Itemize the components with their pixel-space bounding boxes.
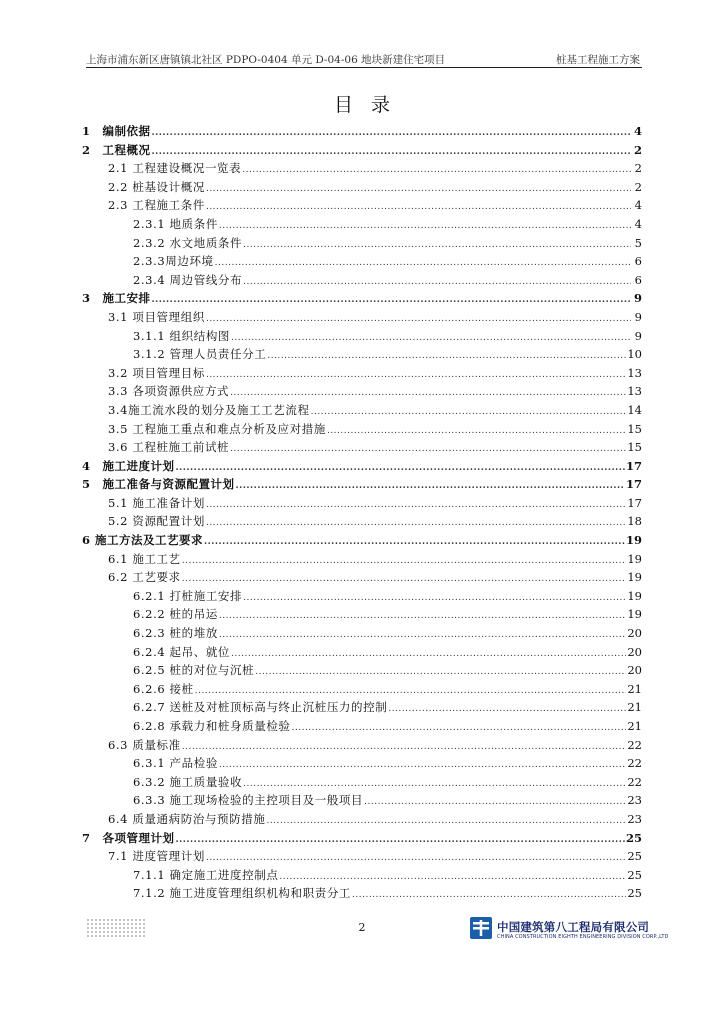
toc-entry-title: 2.3.1 地质条件 [133,216,218,231]
toc-entry-page: 19 [627,607,642,622]
toc-entry-page: 25 [625,830,642,845]
toc-entry[interactable] [82,513,642,532]
toc-entry-page: 2 [634,179,642,194]
toc-leader-dots [195,686,627,696]
toc-entry-title: 3.3 各项资源供应方式 [108,384,230,399]
page-number: 2 [358,921,366,934]
toc-leader-dots [206,314,631,324]
toc-entry[interactable] [82,123,642,142]
toc-leader-dots [243,593,626,603]
toc-entry[interactable] [82,365,642,384]
toc-entry[interactable] [82,439,642,458]
toc-entry[interactable] [82,458,642,477]
toc-leader-dots [182,556,627,566]
pattern-dot [139,927,141,929]
toc-entry-title: 3.6 工程桩施工前试桩 [108,440,230,455]
pattern-dot [111,927,113,929]
pattern-dot [115,935,117,937]
toc-entry-page: 15 [627,421,642,436]
toc-entry-title: 2.3 工程施工条件 [108,198,205,213]
toc-entry-page: 17 [625,458,642,473]
pattern-dot [119,919,121,921]
toc-leader-dots [231,649,626,659]
header-divider [86,67,642,68]
pattern-dot [143,923,145,925]
toc-leader-dots [266,816,626,826]
dot-pattern-graphic [86,918,146,938]
company-name-cn: 中国建筑第八工程局有限公司 [497,920,650,934]
toc-entry-title: 3 施工安排 [82,291,151,306]
toc-leader-dots [152,147,631,157]
toc-leader-dots [243,240,631,250]
toc-entry-page: 20 [627,663,642,678]
pattern-dot [87,931,89,933]
toc-entry-title: 3.5 工程施工重点和难点分析及应对措施 [108,421,326,436]
pattern-dot [131,931,133,933]
pattern-dot [87,919,89,921]
toc-entry[interactable] [82,588,642,607]
toc-leader-dots [311,407,627,417]
toc-entry[interactable] [82,532,642,551]
pattern-dot [95,931,97,933]
toc-entry-title: 2.3.4 周边管线分布 [133,272,243,287]
pattern-dot [139,919,141,921]
pattern-dot [111,931,113,933]
toc-entry-title: 3.4施工流水段的划分及施工工艺流程 [108,402,310,417]
cscec-logo-icon [470,917,492,939]
toc-entry-title: 6.2.2 桩的吊运 [133,607,218,622]
pattern-dot [127,919,129,921]
pattern-dot [91,927,93,929]
pattern-dot [91,935,93,937]
toc-leader-dots [219,760,626,770]
pattern-dot [95,923,97,925]
toc-leader-dots [219,221,631,231]
toc-entry-title: 2.2 桩基设计概况 [108,179,205,194]
toc-entry-title: 6.2.1 打桩施工安排 [133,588,243,603]
toc-entry-title: 6.2.3 桩的堆放 [133,626,218,641]
toc-entry-page: 22 [627,756,642,771]
toc-entry[interactable] [82,383,642,402]
toc-entry-title: 7 各项管理计划 [82,830,175,845]
toc-entry-page: 19 [625,533,642,548]
toc-entry-title: 4 施工进度计划 [82,458,175,473]
toc-leader-dots [255,667,626,677]
pattern-dot [123,927,125,929]
pattern-dot [131,919,133,921]
toc-leader-dots [206,184,631,194]
toc-entry-title: 2.1 工程建设概况一览表 [108,161,242,176]
toc-entry-title: 3.2 项目管理目标 [108,365,205,380]
pattern-dot [103,927,105,929]
toc-entry-page: 25 [627,867,642,882]
toc-leader-dots [267,351,626,361]
toc-entry-page: 17 [627,495,642,510]
toc-leader-dots [206,853,626,863]
pattern-dot [103,931,105,933]
toc-entry[interactable] [82,495,642,514]
toc-entry-title: 6.3.2 施工质量验收 [133,774,243,789]
pattern-dot [95,935,97,937]
toc-entry[interactable] [82,699,642,718]
pattern-dot [139,931,141,933]
toc-entry[interactable] [82,792,642,811]
toc-entry-page: 4 [634,216,642,231]
pattern-dot [119,927,121,929]
pattern-dot [115,927,117,929]
header-document-title: 桩基工程施工方案 [556,54,640,66]
toc-entry[interactable] [82,272,642,291]
pattern-dot [143,919,145,921]
toc-entry-page: 9 [634,328,642,343]
pattern-dot [135,923,137,925]
pattern-dot [87,923,89,925]
toc-leader-dots [230,444,626,454]
pattern-dot [143,931,145,933]
toc-entry[interactable] [82,811,642,830]
toc-leader-dots [243,277,631,287]
toc-entry-title: 6.2.7 送桩及对桩顶标高与终止沉桩压力的控制 [133,700,388,715]
toc-entry[interactable] [82,755,642,774]
toc-leader-dots [176,463,625,473]
pattern-dot [131,935,133,937]
toc-entry-title: 2 工程概况 [82,142,151,157]
toc-entry-title: 6.4 质量通病防治与预防措施 [108,811,266,826]
toc-entry-page: 4 [633,124,642,138]
pattern-dot [103,919,105,921]
toc-entry-title: 6.3.3 施工现场检验的主控项目及一般项目 [133,793,364,808]
toc-entry[interactable] [82,867,642,886]
toc-entry-page: 17 [625,477,642,492]
pattern-dot [107,935,109,937]
toc-leader-dots [152,295,631,305]
pattern-dot [107,923,109,925]
toc-leader-dots [204,537,625,547]
toc-entry-title: 6.1 施工工艺 [108,551,181,566]
toc-entry[interactable] [82,848,642,867]
toc-entry-title: 1 编制依据 [82,124,151,138]
toc-leader-dots [352,890,626,900]
toc-entry[interactable] [82,569,642,588]
toc-leader-dots [215,258,631,268]
toc-entry-page: 23 [627,811,642,826]
header-project-name: 上海市浦东新区唐镇镇北社区 PDPO-0404 单元 D-04-06 地块新建住宅项目 [86,54,446,66]
pattern-dot [99,931,101,933]
toc-entry-title: 2.3.3周边环境 [133,254,214,269]
toc-entry[interactable] [82,179,642,198]
pattern-dot [107,927,109,929]
pattern-dot [143,935,145,937]
toc-entry[interactable] [82,216,642,235]
toc-leader-dots [152,128,631,138]
toc-leader-dots [182,742,627,752]
pattern-dot [103,935,105,937]
toc-entry[interactable] [82,476,642,495]
pattern-dot [119,923,121,925]
toc-entry[interactable] [82,718,642,737]
toc-leader-dots [279,872,626,882]
toc-entry-title: 5.2 资源配置计划 [108,514,205,529]
toc-entry-title: 6 施工方法及工艺要求 [82,533,204,548]
toc-entry-title: 6.2.4 起吊、就位 [133,644,231,659]
pattern-dot [99,927,101,929]
toc-entry-title: 6.2.6 接桩 [133,681,194,696]
toc-entry[interactable] [82,328,642,347]
toc-entry-page: 23 [627,793,642,808]
toc-leader-dots [219,630,626,640]
toc-leader-dots [236,481,625,491]
toc-entry-page: 6 [634,254,642,269]
toc-entry-title: 5.1 施工准备计划 [108,495,205,510]
toc-entry-page: 25 [627,849,642,864]
toc-entry[interactable] [82,421,642,440]
pattern-dot [87,935,89,937]
pattern-dot [119,935,121,937]
toc-entry[interactable] [82,625,642,644]
pattern-dot [115,919,117,921]
toc-leader-dots [388,704,626,714]
toc-entry[interactable] [82,402,642,421]
toc-entry-page: 22 [627,774,642,789]
toc-entry[interactable] [82,197,642,216]
toc-entry-title: 7.1 进度管理计划 [108,849,205,864]
toc-leader-dots [243,779,626,789]
toc-entry[interactable] [82,309,642,328]
toc-entry[interactable] [82,830,642,849]
toc-entry[interactable] [82,290,642,309]
pattern-dot [95,919,97,921]
toc-leader-dots [327,426,626,436]
pattern-dot [127,927,129,929]
toc-entry-page: 21 [627,700,642,715]
toc-entry[interactable] [82,681,642,700]
pattern-dot [127,935,129,937]
toc-leader-dots [364,797,626,807]
pattern-dot [127,923,129,925]
toc-entry-title: 6.2.8 承载力和桩身质量检验 [133,719,291,733]
toc-entry[interactable] [82,235,642,254]
pattern-dot [91,931,93,933]
pattern-dot [143,927,145,929]
toc-entry-page: 15 [627,440,642,455]
toc-leader-dots [230,388,626,398]
pattern-dot [91,923,93,925]
toc-entry[interactable] [82,160,642,179]
toc-entry-page: 21 [627,681,642,696]
toc-entry[interactable] [82,606,642,625]
table-of-contents [82,123,642,904]
pattern-dot [115,923,117,925]
toc-leader-dots [219,611,626,621]
toc-entry-title: 3.1 项目管理组织 [108,309,205,324]
footer-dot-pattern [86,918,146,938]
toc-entry-title: 5 施工准备与资源配置计划 [82,477,235,492]
toc-entry-page: 5 [634,235,642,250]
toc-leader-dots [182,574,627,584]
toc-entry-page: 4 [634,198,642,213]
toc-entry[interactable] [82,346,642,365]
pattern-dot [139,923,141,925]
toc-entry-page: 20 [627,644,642,659]
toc-entry-title: 3.1.2 管理人员责任分工 [133,347,267,362]
toc-entry-title: 7.1.2 施工进度管理组织机构和职责分工 [133,886,352,901]
pattern-dot [123,923,125,925]
toc-entry[interactable] [82,142,642,161]
toc-leader-dots [242,165,631,175]
pattern-dot [123,931,125,933]
toc-entry-page: 9 [634,309,642,324]
pattern-dot [99,935,101,937]
toc-entry-page: 14 [627,402,642,417]
toc-entry-page: 22 [627,737,642,752]
toc-leader-dots [206,370,626,380]
toc-entry-page: 13 [627,365,642,380]
pattern-dot [107,919,109,921]
toc-entry-title: 2.3.2 水文地质条件 [133,235,243,250]
pattern-dot [135,935,137,937]
company-logo [470,917,669,943]
toc-entry-page: 10 [627,347,642,362]
pattern-dot [139,935,141,937]
page-title: 目录 [333,94,408,116]
toc-entry[interactable] [82,644,642,663]
pattern-dot [123,935,125,937]
pattern-dot [135,931,137,933]
toc-entry-title: 6.2.5 桩的对位与沉桩 [133,663,255,678]
toc-entry[interactable] [82,253,642,272]
toc-entry-page: 19 [627,570,642,585]
toc-entry[interactable] [82,551,642,570]
toc-entry-page: 13 [627,384,642,399]
pattern-dot [131,923,133,925]
pattern-dot [131,927,133,929]
toc-entry-title: 6.2 工艺要求 [108,570,181,585]
toc-entry-title: 7.1.1 确定施工进度控制点 [133,867,279,882]
toc-entry-title: 6.3 质量标准 [108,737,181,752]
pattern-dot [87,927,89,929]
toc-entry[interactable] [82,662,642,681]
pattern-dot [103,923,105,925]
pattern-dot [91,919,93,921]
toc-leader-dots [206,202,631,212]
toc-entry-page: 6 [634,272,642,287]
toc-leader-dots [206,500,626,510]
pattern-dot [115,931,117,933]
page-header [86,50,642,66]
toc-entry-page: 18 [627,514,642,529]
toc-entry-page: 20 [627,626,642,641]
toc-entry-page: 25 [627,886,642,901]
pattern-dot [135,919,137,921]
pattern-dot [119,931,121,933]
toc-entry-page: 19 [627,588,642,603]
pattern-dot [127,931,129,933]
company-name-en: CHINA CONSTRUCTION EIGHTH ENGINEERING DIVISION CORP.,LTD [497,934,669,940]
toc-entry[interactable] [82,885,642,904]
toc-leader-dots [231,333,631,343]
toc-entry-page: 21 [627,719,642,733]
pattern-dot [111,923,113,925]
toc-leader-dots [206,518,626,528]
toc-entry-page: 19 [627,551,642,566]
toc-leader-dots [292,723,627,733]
toc-entry-page: 2 [633,142,642,157]
toc-entry[interactable] [82,737,642,756]
pattern-dot [95,927,97,929]
toc-entry[interactable] [82,774,642,793]
pattern-dot [99,923,101,925]
pattern-dot [99,919,101,921]
toc-leader-dots [176,835,625,845]
toc-entry-page: 9 [633,291,642,306]
toc-entry-title: 3.1.1 组织结构图 [133,328,231,343]
pattern-dot [111,935,113,937]
toc-entry-page: 2 [634,161,642,176]
pattern-dot [123,919,125,921]
toc-entry-title: 6.3.1 产品检验 [133,756,218,771]
pattern-dot [135,927,137,929]
pattern-dot [107,931,109,933]
pattern-dot [111,919,113,921]
